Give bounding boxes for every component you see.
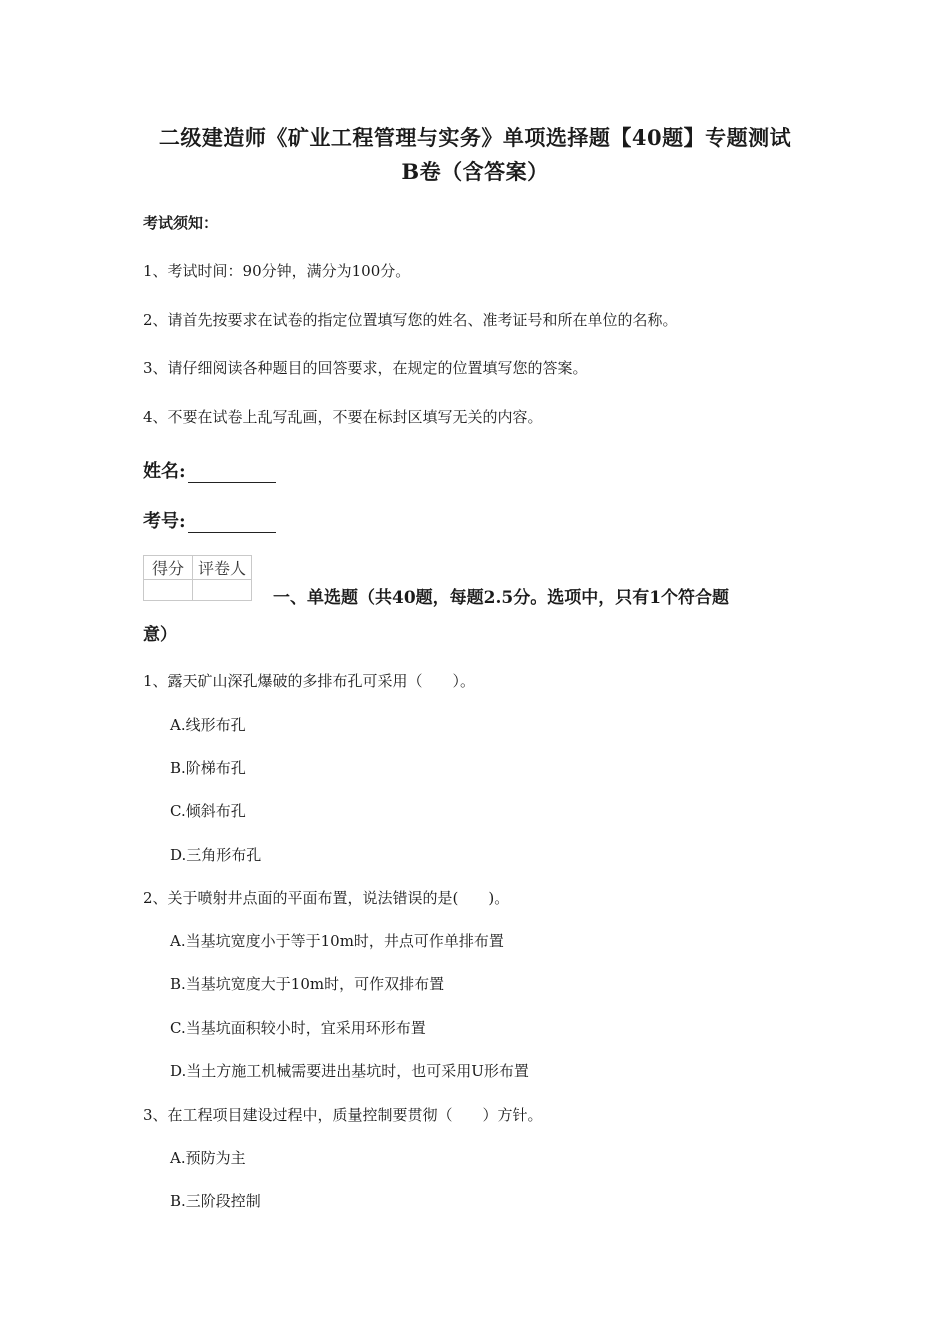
doc-title-line1: 二级建造师《矿业工程管理与实务》单项选择题【40题】专题测试 (158, 125, 792, 150)
question-option: D.当土方施工机械需要进出基坑时，也可采用U形布置 (170, 1062, 529, 1080)
exam-number-label: 考号: (143, 511, 186, 532)
score-cell[interactable] (144, 580, 193, 601)
notice-heading: 考试须知： (143, 214, 219, 232)
exam-number-field[interactable] (143, 507, 276, 533)
question-stem: 3、在工程项目建设过程中，质量控制要贯彻（ ）方针。 (143, 1106, 543, 1124)
notice-item: 3、请仔细阅读各种题目的回答要求，在规定的位置填写您的答案。 (143, 359, 588, 377)
name-blank[interactable] (188, 464, 276, 483)
section-heading-line2: 意） (143, 625, 177, 645)
question-option: B.当基坑宽度大于10m时，可作双排布置 (170, 975, 445, 993)
notice-item: 1、考试时间：90分钟，满分为100分。 (143, 262, 411, 280)
question-stem: 1、露天矿山深孔爆破的多排布孔可采用（ ）。 (143, 672, 476, 690)
question-option: A.预防为主 (170, 1149, 246, 1167)
section-heading-line1: 一、单选题（共40题，每题2.5分。选项中，只有1个符合题 (273, 588, 730, 608)
question-stem: 2、关于喷射井点面的平面布置，说法错误的是( )。 (143, 889, 510, 907)
question-option: C.当基坑面积较小时，宜采用环形布置 (170, 1019, 426, 1037)
notice-item: 4、不要在试卷上乱写乱画，不要在标封区填写无关的内容。 (143, 408, 543, 426)
question-option: C.倾斜布孔 (170, 802, 246, 820)
grader-cell[interactable] (193, 580, 252, 601)
notice-item: 2、请首先按要求在试卷的指定位置填写您的姓名、准考证号和所在单位的名称。 (143, 311, 678, 329)
question-option: B.三阶段控制 (170, 1192, 261, 1210)
question-option: A.线形布孔 (170, 716, 246, 734)
doc-title-line2: B卷（含答案） (401, 159, 549, 184)
question-option: B.阶梯布孔 (170, 759, 246, 777)
question-option: A.当基坑宽度小于等于10m时，井点可作单排布置 (170, 932, 504, 950)
name-field[interactable] (143, 457, 276, 483)
exam-number-blank[interactable] (188, 514, 276, 533)
name-label: 姓名: (143, 461, 186, 482)
score-header: 得分 (144, 556, 193, 580)
grader-header: 评卷人 (193, 556, 252, 580)
question-option: D.三角形布孔 (170, 846, 262, 864)
score-table (143, 555, 252, 601)
